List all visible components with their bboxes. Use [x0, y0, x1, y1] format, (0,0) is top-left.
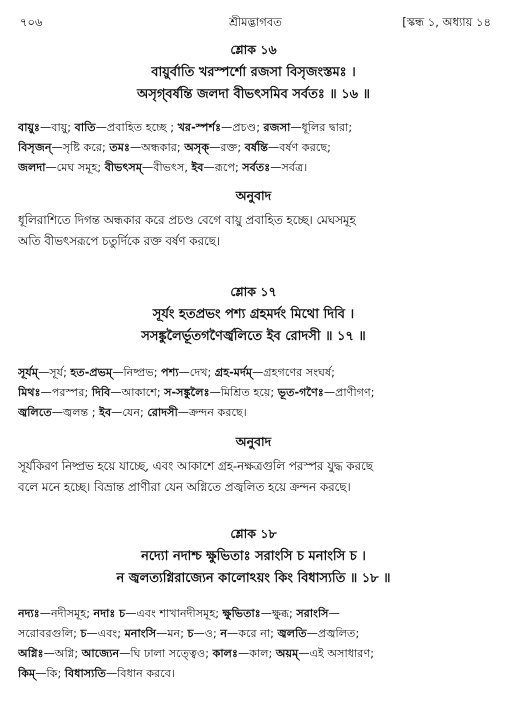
synonyms	[18, 363, 489, 423]
translation-line: বলে মনে হচ্ছে। বিভ্রান্ত প্রাণীরা যেন অগ্নিতে প্রজ্বলিত হয়ে ক্রন্দন করছে।	[18, 480, 351, 494]
synonym-line: অগ্নিঃ—অগ্নি; আজ্যেন—ঘি ঢালা সত্ত্বেও; কালঃ—কাল; অয়ম্—এই অসাধারণ;	[18, 647, 374, 660]
synonyms	[18, 118, 489, 178]
synonym-line: সূর্যম্—সূর্য; হত-প্রভম্—নিষ্প্রভ; পশ্য—দেখ; গ্রহ-মর্দম্—গ্রহগণের সংঘর্ষ;	[18, 366, 335, 379]
book-title: শ্রীমদ্ভাগবত	[229, 15, 282, 29]
synonym-line: নদ্যঃ—নদীসমূহ; নদাঃ চ—এবং শাখানদীসমূহ; ক্ষুভিতাঃ—ক্ষুব্ধ; সরাংসি—	[18, 607, 340, 620]
synonym-line: কিম্—কি; বিধাস্যতি—বিধান করবে।	[18, 667, 176, 680]
verse-heading: শ্লোক ১৬	[230, 42, 277, 57]
page-header	[20, 14, 491, 32]
synonym-line: জ্বলিতে—জ্বলন্ত ; ইব—যেন; রোদসী—ক্রন্দন করছে।	[18, 406, 247, 419]
verse-line: সূর্যং হতপ্রভং পশ্য গ্রহমর্দং মিথো দিবি ।	[152, 307, 355, 322]
verse-line: বায়ুর্বাতি খরস্পর্শো রজসা বিসৃজংস্তমঃ ।	[151, 65, 356, 80]
synonym-line: সরোবরগুলি; চ—এবং; মনাংসি—মন; চ—ও; ন—করে না; জ্বলতি—প্রজ্বলিত;	[18, 627, 360, 640]
translation	[18, 210, 489, 252]
synonym-line: জলদা—মেঘ সমূহ; বীভৎসম্—বীভৎস, ইব—রূপে; সর্বতঃ—সর্বত্র।	[18, 161, 308, 174]
synonym-line: মিথঃ—পরস্পর; দিবি—আকাশে; স-সঙ্কুলৈঃ—মিশ্রিত হয়ে; ভূত-গণৈঃ—প্রাণীগণ;	[18, 386, 375, 399]
translation-heading: অনুবাদ	[235, 434, 272, 449]
canto-chapter-label: [স্কন্ধ ১, অধ্যায় ১৪	[402, 15, 491, 29]
synonym-line: বিসৃজন্—সৃষ্টি করে; তমঃ—অন্ধকার; অসৃক্—রক্ত; বর্ষন্তি—বর্ষণ করছে;	[18, 141, 331, 154]
translation-line: সূর্যকিরণ নিষ্প্রভ হয়ে যাচ্ছে, এবং আকাশে গ্রহ-নক্ষত্রগুলি পরস্পর যুদ্ধ করছে	[18, 459, 373, 473]
verse-heading: শ্লোক ১৮	[230, 526, 277, 541]
verse-line: সসঙ্কুলৈর্ভূতগণৈর্জ্বলিতে ইব রোদসী ॥ ১৭ ॥	[141, 329, 366, 344]
verse-heading: শ্লোক ১৭	[230, 284, 277, 299]
synonym-line: বায়ুঃ—বায়ু; বাতি—প্রবাহিত হচ্ছে ; খর-স্পর্শঃ—প্রচণ্ড; রজসা—ধূলির দ্বারা;	[18, 121, 353, 134]
verse-line: অসৃগ্‌বর্ষন্তি জলদা বীভৎসমিব সর্বতঃ ॥ ১৬ ॥	[136, 87, 371, 102]
translation-line: ধূলিরাশিতে দিগন্ত অন্ধকার করে প্রচণ্ড বেগে বায়ু প্রবাহিত হচ্ছে। মেঘসমূহ	[18, 213, 356, 227]
verse-line: ন জ্বলত্যগ্নিরাজ্যেন কালোঽয়ং কিং বিধাস্যতি ॥ ১৮ ॥	[116, 571, 391, 586]
verse-text	[0, 62, 507, 106]
page-number: ৭০৬	[20, 15, 43, 29]
translation-heading: অনুবাদ	[235, 188, 272, 203]
translation	[18, 456, 489, 498]
translation-line: অতি বীভৎসরূপে চতুর্দিকে রক্ত বর্ষণ করছে।	[18, 234, 221, 248]
synonyms	[18, 604, 489, 684]
verse-text	[0, 304, 507, 348]
verse-line: নদ্যো নদাশ্চ ক্ষুভিতাঃ সরাংসি চ মনাংসি চ ।	[141, 549, 366, 564]
verse-text	[0, 546, 507, 590]
